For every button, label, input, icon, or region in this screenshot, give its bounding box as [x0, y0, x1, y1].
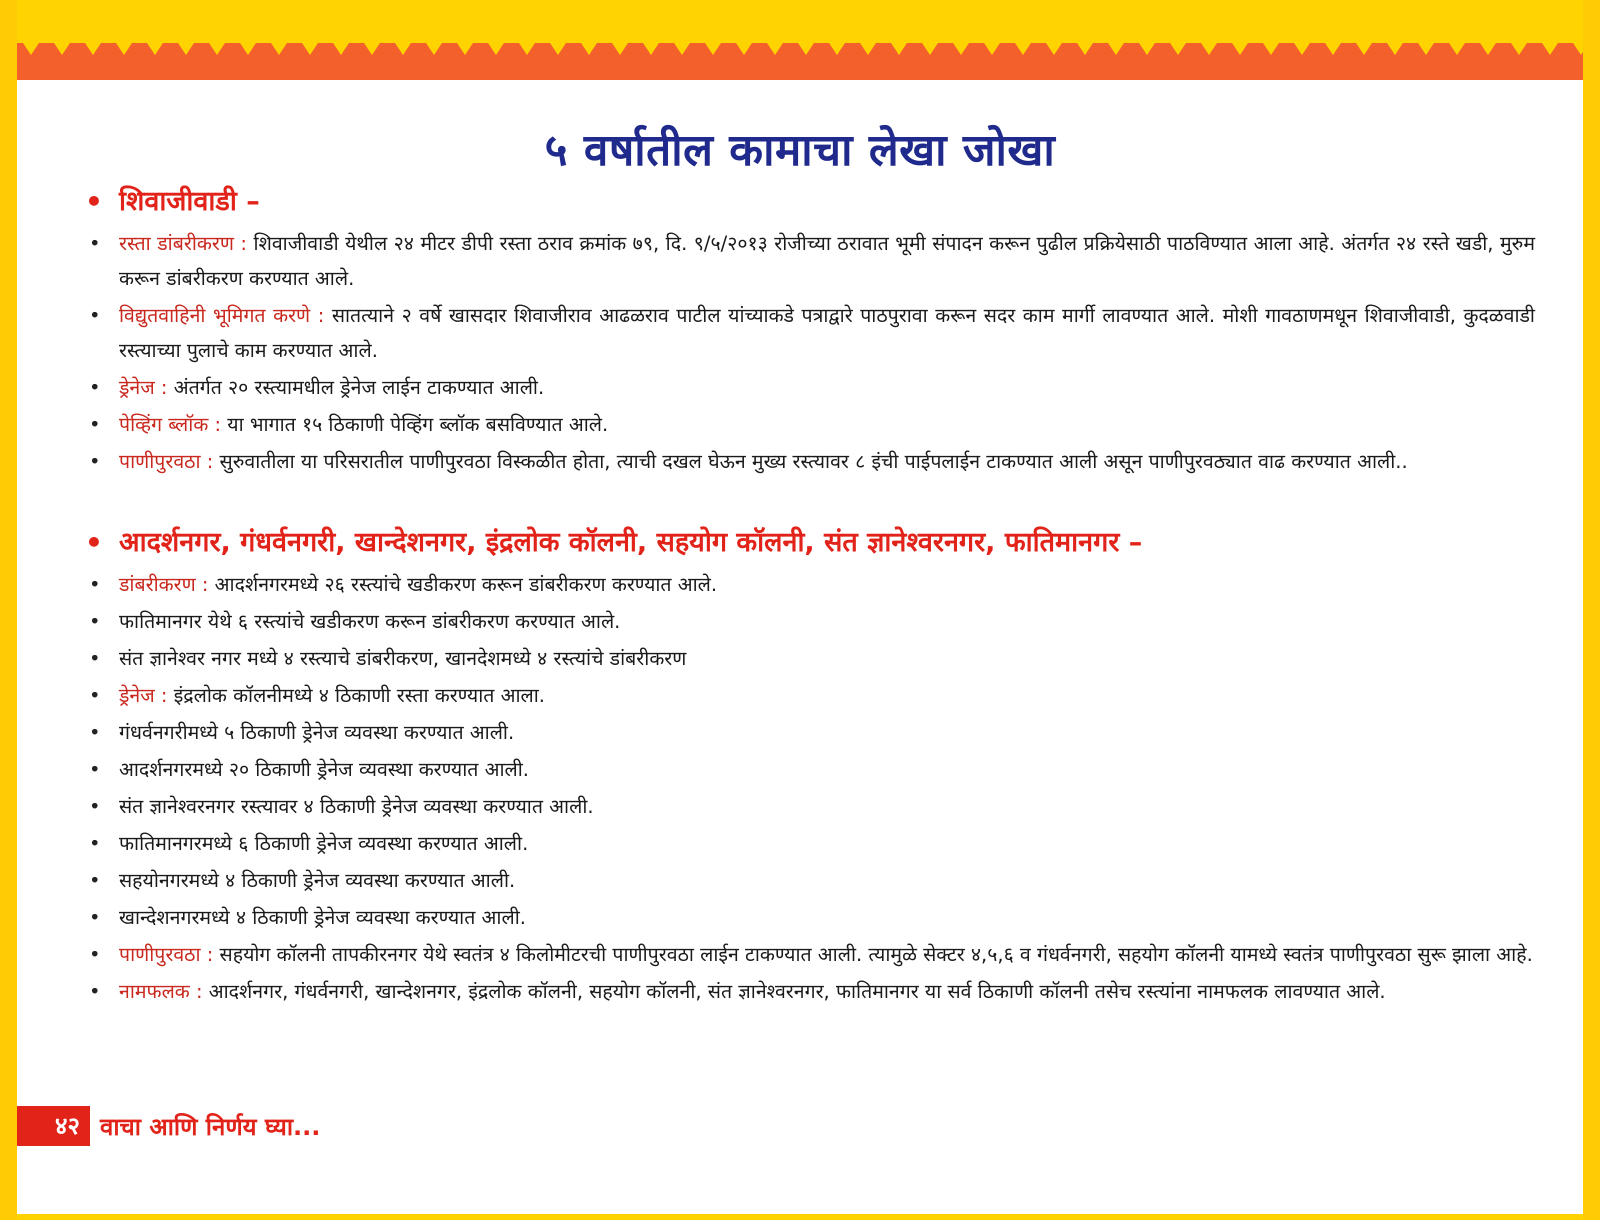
list-item [83, 900, 1535, 935]
page-title: ५ वर्षातील कामाचा लेखा जोखा [544, 125, 1056, 176]
item-label: डांबरीकरण : [119, 573, 209, 596]
list-item [83, 641, 1535, 676]
item-text: सातत्याने २ वर्षे खासदार शिवाजीराव आढळराव पाटील यांच्याकडे पत्राद्वारे पाठपुरावा करून सदर काम मार्गी लावण्यात आले. मोशी गावठाणमधून शिवाजीवाडी, कुदळवाडी रस्त्याच्या पुलाचे काम करण्यात आले. [119, 304, 1535, 362]
list-item [83, 444, 1535, 479]
section-list-shivajiwadi [83, 226, 1535, 479]
item-text: इंद्रलोक कॉलनीमध्ये ४ ठिकाणी रस्ता करण्यात आला. [173, 684, 546, 707]
item-text: सहयोनगरमध्ये ४ ठिकाणी ड्रेनेज व्यवस्था करण्यात आली. [119, 869, 516, 892]
item-label: विद्युतवाहिनी भूमिगत करणे : [119, 304, 325, 327]
item-label: ड्रेनेज : [119, 376, 168, 399]
item-label: पाणीपुरवठा : [119, 450, 214, 473]
list-item [83, 752, 1535, 787]
section-heading-adarshnagar: • आदर्शनगर, गंधर्वनगरी, खान्देशनगर, इंद्रलोक कॉलनी, सहयोग कॉलनी, संत ज्ञानेश्वरनगर, फातिमानगर – [83, 523, 1535, 563]
list-item [83, 974, 1535, 1009]
item-text: अंतर्गत २० रस्त्यामधील ड्रेनेज लाईन टाकण्यात आली. [173, 376, 545, 399]
right-frame [1583, 0, 1600, 1220]
list-item [83, 226, 1535, 296]
list-item [83, 298, 1535, 368]
left-frame [0, 0, 17, 1220]
list-item [83, 789, 1535, 824]
section-list-adarshnagar [83, 567, 1535, 1009]
item-text: सहयोग कॉलनी तापकीरनगर येथे स्वतंत्र ४ किलोमीटरची पाणीपुरवठा लाईन टाकण्यात आली. त्यामुळे सेक्टर ४,५,६ व गंधर्वनगरी, सहयोग कॉलनी यामध्ये स्वतंत्र पाणीपुरवठा सुरू झाला आहे. [219, 943, 1533, 966]
item-text: या भागात १५ ठिकाणी पेव्हिंग ब्लॉक बसविण्यात आले. [227, 413, 609, 436]
item-text: संत ज्ञानेश्वर नगर मध्ये ४ रस्त्याचे डांबरीकरण, खानदेशमध्ये ४ रस्त्यांचे डांबरीकरण [119, 647, 687, 670]
page-number: ४२ [17, 1106, 90, 1146]
item-text: गंधर्वनगरीमध्ये ५ ठिकाणी ड्रेनेज व्यवस्था करण्यात आली. [119, 721, 515, 744]
item-label: नामफलक : [119, 980, 203, 1003]
footer [17, 1106, 320, 1146]
item-text: सुरुवातीला या परिसरातील पाणीपुरवठा विस्कळीत होता, त्याची दखल घेऊन मुख्य रस्त्यावर ८ इंची पाईपलाईन टाकण्यात आली असून पाणीपुरवठ्यात वाढ करण्यात आली.. [219, 450, 1408, 473]
item-label: पेव्हिंग ब्लॉक : [119, 413, 222, 436]
item-text: खान्देशनगरमध्ये ४ ठिकाणी ड्रेनेज व्यवस्था करण्यात आली. [119, 906, 526, 929]
list-item [83, 937, 1535, 972]
content [83, 182, 1535, 1011]
list-item [83, 715, 1535, 750]
item-text: शिवाजीवाडी येथील २४ मीटर डीपी रस्ता ठराव क्रमांक ७९, दि. ९/५/२०१३ रोजीच्या ठरावात भूमी संपादन करून पुढील प्रक्रियेसाठी पाठविण्यात आला आहे. अंतर्गत २४ रस्ते खडी, मुरुम करून डांबरीकरण करण्यात आले. [119, 232, 1535, 290]
zigzag-border-icon [0, 0, 1600, 82]
list-item [83, 863, 1535, 898]
item-text: आदर्शनगरमध्ये २० ठिकाणी ड्रेनेज व्यवस्था करण्यात आली. [119, 758, 529, 781]
list-item [83, 370, 1535, 405]
list-item [83, 826, 1535, 861]
page [17, 80, 1583, 1214]
item-label: ड्रेनेज : [119, 684, 168, 707]
section-heading-shivajiwadi: • शिवाजीवाडी – [83, 182, 1535, 222]
item-text: आदर्शनगर, गंधर्वनगरी, खान्देशनगर, इंद्रलोक कॉलनी, सहयोग कॉलनी, संत ज्ञानेश्वरनगर, फातिमानगर या सर्व ठिकाणी कॉलनी तसेच रस्त्यांना नामफलक लावण्यात आले. [208, 980, 1386, 1003]
decorative-top-border [0, 0, 1600, 82]
list-item [83, 567, 1535, 602]
item-text: फातिमानगर येथे ६ रस्त्यांचे खडीकरण करून डांबरीकरण करण्यात आले. [119, 610, 621, 633]
list-item [83, 604, 1535, 639]
footer-tagline: वाचा आणि निर्णय घ्या... [99, 1112, 321, 1141]
item-label: रस्ता डांबरीकरण : [119, 232, 247, 255]
item-text: फातिमानगरमध्ये ६ ठिकाणी ड्रेनेज व्यवस्था करण्यात आली. [119, 832, 529, 855]
item-text: आदर्शनगरमध्ये २६ रस्त्यांचे खडीकरण करून डांबरीकरण करण्यात आले. [214, 573, 718, 596]
item-text: संत ज्ञानेश्वरनगर रस्त्यावर ४ ठिकाणी ड्रेनेज व्यवस्था करण्यात आली. [119, 795, 594, 818]
list-item [83, 678, 1535, 713]
item-label: पाणीपुरवठा : [119, 943, 214, 966]
list-item [83, 407, 1535, 442]
